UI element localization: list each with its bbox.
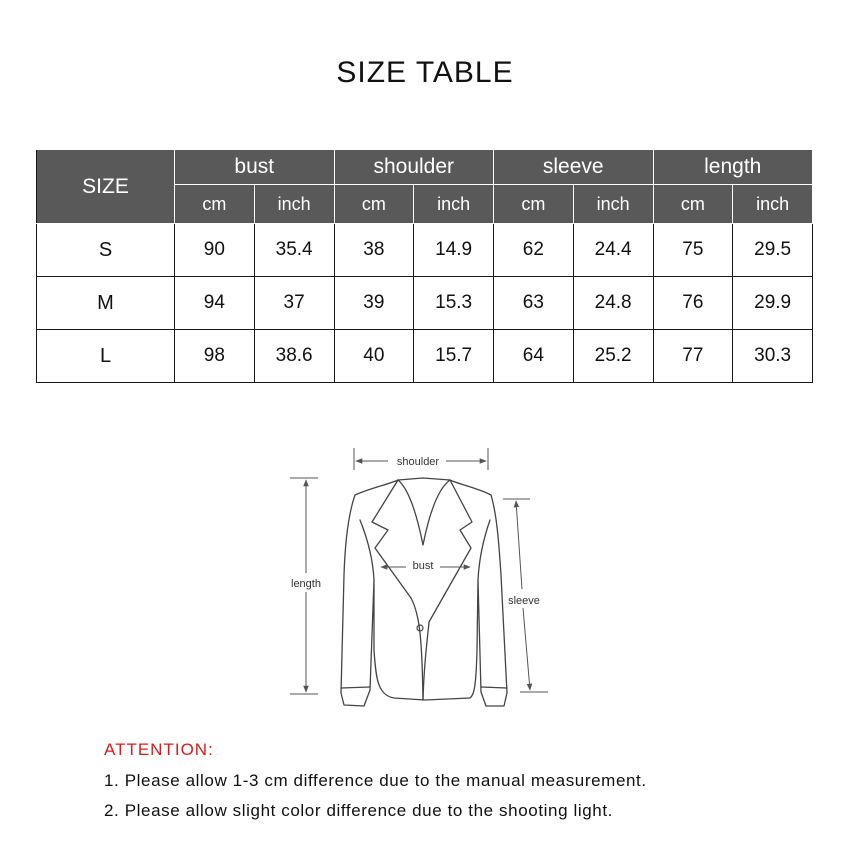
shoulder-label: shoulder (396, 456, 440, 468)
table-cell: 90 (175, 224, 255, 277)
table-cell: 29.9 (733, 277, 813, 330)
jacket-measurement-diagram (270, 435, 560, 715)
table-row (37, 224, 813, 277)
size-table (36, 149, 813, 383)
table-row (37, 277, 813, 330)
table-cell: 30.3 (733, 330, 813, 383)
table-cell: 94 (175, 277, 255, 330)
table-cell: 29.5 (733, 224, 813, 277)
unit-header: cm (334, 185, 414, 224)
table-cell: 76 (653, 277, 733, 330)
unit-header: cm (494, 185, 574, 224)
unit-header: cm (175, 185, 255, 224)
column-group-length: length (653, 150, 813, 185)
size-label: L (37, 330, 175, 383)
column-group-shoulder: shoulder (334, 150, 494, 185)
column-group-sleeve: sleeve (494, 150, 654, 185)
table-cell: 77 (653, 330, 733, 383)
table-header-row (37, 150, 813, 185)
unit-header: inch (414, 185, 494, 224)
table-cell: 38 (334, 224, 414, 277)
table-cell: 35.4 (254, 224, 334, 277)
unit-header: inch (254, 185, 334, 224)
table-cell: 24.4 (573, 224, 653, 277)
bust-label: bust (412, 560, 434, 572)
table-cell: 14.9 (414, 224, 494, 277)
table-cell: 64 (494, 330, 574, 383)
table-cell: 24.8 (573, 277, 653, 330)
column-group-bust: bust (175, 150, 335, 185)
size-label: M (37, 277, 175, 330)
table-cell: 38.6 (254, 330, 334, 383)
table-row (37, 330, 813, 383)
table-cell: 37 (254, 277, 334, 330)
attention-heading: ATTENTION: (104, 740, 214, 759)
jacket-collar (372, 480, 411, 598)
table-cell: 15.7 (414, 330, 494, 383)
attention-note: 1. Please allow 1-3 cm difference due to the manual measurement. (104, 771, 647, 790)
table-cell: 63 (494, 277, 574, 330)
table-cell: 15.3 (414, 277, 494, 330)
table-cell: 25.2 (573, 330, 653, 383)
unit-header: cm (653, 185, 733, 224)
page-title: SIZE TABLE (336, 56, 514, 89)
table-cell: 39 (334, 277, 414, 330)
attention-note: 2. Please allow slight color difference due to the shooting light. (104, 801, 613, 820)
size-column-header: SIZE (37, 150, 175, 224)
unit-header: inch (573, 185, 653, 224)
size-label: S (37, 224, 175, 277)
table-cell: 62 (494, 224, 574, 277)
sleeve-label: sleeve (508, 595, 540, 607)
unit-header: inch (733, 185, 813, 224)
table-cell: 75 (653, 224, 733, 277)
table-cell: 98 (175, 330, 255, 383)
table-cell: 40 (334, 330, 414, 383)
length-label: length (291, 578, 321, 590)
